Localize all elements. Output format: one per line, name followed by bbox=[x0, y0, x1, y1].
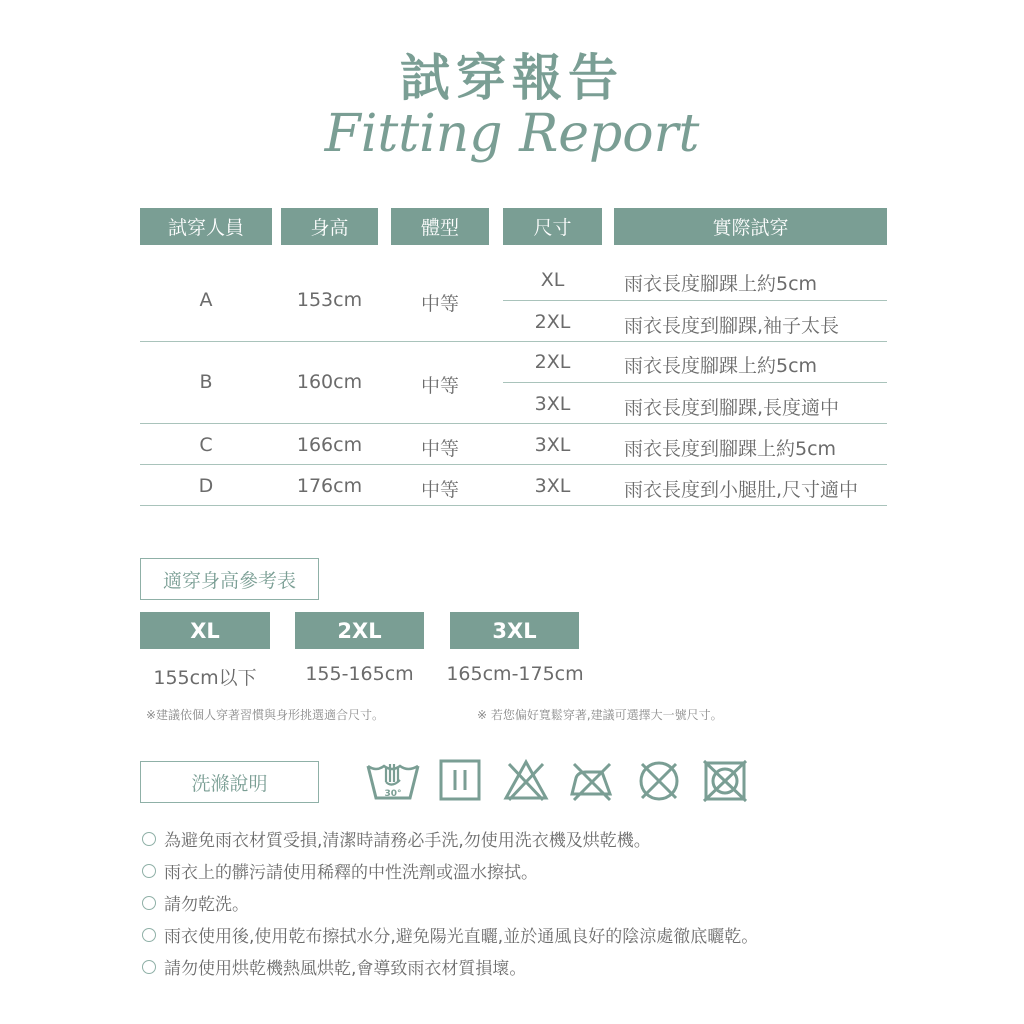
try-size: 2XL bbox=[534, 311, 571, 333]
no-iron-icon bbox=[568, 758, 616, 802]
try-result: 雨衣長度到腳踝,長度適中 bbox=[624, 397, 840, 419]
row-divider bbox=[140, 423, 887, 424]
wash-temp-label: 30° bbox=[384, 789, 402, 799]
care-instruction: 雨衣上的髒污請使用稀釋的中性洗劑或溫水擦拭。 bbox=[142, 858, 538, 883]
no-tumble-dry-icon bbox=[701, 758, 749, 804]
bullet-circle-icon bbox=[142, 864, 156, 878]
size-range-xl: 155cm以下 bbox=[153, 667, 257, 689]
care-instruction: 雨衣使用後,使用乾布擦拭水分,避免陽光直曬,並於通風良好的陰涼處徹底曬乾。 bbox=[142, 922, 758, 947]
try-result: 雨衣長度到腳踝上約5cm bbox=[624, 438, 837, 460]
header-height: 身高 bbox=[281, 208, 378, 245]
no-dry-clean-icon bbox=[636, 758, 682, 804]
page-title: 試穿報告 bbox=[400, 49, 624, 107]
person-name: A bbox=[199, 289, 213, 311]
person-height: 160cm bbox=[296, 371, 363, 393]
row-divider bbox=[140, 341, 887, 342]
line-dry-icon bbox=[438, 758, 482, 802]
try-result: 雨衣長度腳踝上約5cm bbox=[624, 355, 818, 377]
no-bleach-icon bbox=[503, 758, 549, 802]
header-tester: 試穿人員 bbox=[140, 208, 272, 245]
person-build: 中等 bbox=[420, 438, 459, 460]
header-result: 實際試穿 bbox=[614, 208, 887, 245]
size-guide-xl: XL bbox=[140, 612, 270, 649]
try-size: 3XL bbox=[534, 434, 571, 456]
row-divider bbox=[140, 505, 887, 506]
size-range-3xl: 165cm-175cm bbox=[446, 663, 584, 685]
size-guide-3xl: 3XL bbox=[450, 612, 579, 649]
care-instruction: 請勿使用烘乾機熱風烘乾,會導致雨衣材質損壞。 bbox=[142, 954, 526, 979]
person-build: 中等 bbox=[420, 293, 459, 315]
hand-wash-30-icon bbox=[364, 758, 422, 804]
care-instruction: 請勿乾洗。 bbox=[142, 890, 249, 915]
try-result: 雨衣長度到小腿肚,尺寸適中 bbox=[624, 479, 859, 501]
bullet-circle-icon bbox=[142, 928, 156, 942]
person-build: 中等 bbox=[420, 375, 459, 397]
size-guide-label: 適穿身高參考表 bbox=[140, 558, 319, 600]
row-divider bbox=[503, 300, 887, 301]
person-name: C bbox=[199, 434, 213, 456]
size-range-2xl: 155-165cm bbox=[305, 663, 414, 685]
try-result: 雨衣長度到腳踝,袖子太長 bbox=[624, 315, 840, 337]
person-name: B bbox=[199, 371, 213, 393]
person-height: 176cm bbox=[296, 475, 363, 497]
person-name: D bbox=[198, 475, 214, 497]
bullet-circle-icon bbox=[142, 960, 156, 974]
size-guide-2xl: 2XL bbox=[295, 612, 424, 649]
row-divider bbox=[140, 464, 887, 465]
try-result: 雨衣長度腳踝上約5cm bbox=[624, 273, 818, 295]
header-size: 尺寸 bbox=[503, 208, 602, 245]
page-subtitle: Fitting Report bbox=[324, 104, 700, 164]
try-size: 3XL bbox=[534, 393, 571, 415]
care-label: 洗滌說明 bbox=[140, 761, 319, 803]
try-size: 2XL bbox=[534, 351, 571, 373]
bullet-circle-icon bbox=[142, 896, 156, 910]
person-build: 中等 bbox=[420, 479, 459, 501]
person-height: 166cm bbox=[296, 434, 363, 456]
try-size: 3XL bbox=[534, 475, 571, 497]
row-divider bbox=[503, 382, 887, 383]
bullet-circle-icon bbox=[142, 832, 156, 846]
header-build: 體型 bbox=[391, 208, 489, 245]
person-height: 153cm bbox=[296, 289, 363, 311]
size-note-right: ※ 若您偏好寬鬆穿著,建議可選擇大一號尺寸。 bbox=[477, 708, 723, 722]
care-instruction: 為避免雨衣材質受損,清潔時請務必手洗,勿使用洗衣機及烘乾機。 bbox=[142, 826, 651, 851]
size-note-left: ※建議依個人穿著習慣與身形挑選適合尺寸。 bbox=[146, 708, 385, 722]
try-size: XL bbox=[540, 269, 565, 291]
